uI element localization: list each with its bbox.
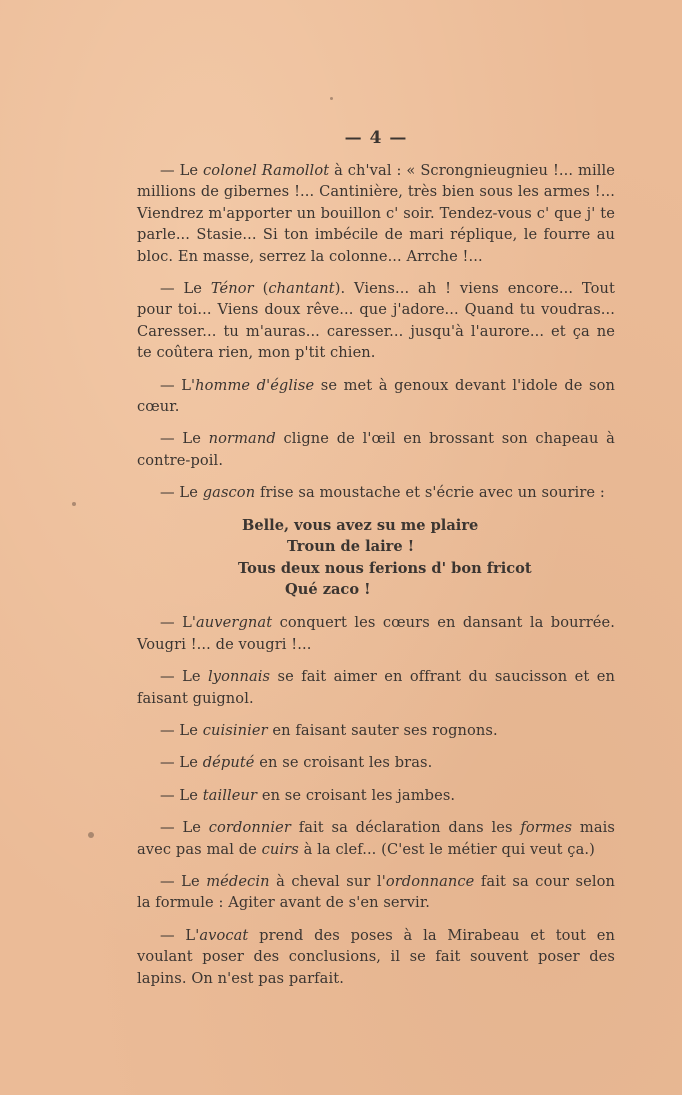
italic-term: colonel Ramollot [203, 162, 330, 179]
italic-term: député [202, 754, 255, 772]
italic-term: gascon [202, 484, 256, 502]
text-segment: se met à genoux devant l'idole de son cœur. [137, 376, 615, 416]
paragraph [137, 925, 615, 989]
paragraph [137, 871, 615, 914]
italic-term: tailleur [202, 786, 258, 804]
paragraph [137, 785, 615, 806]
text-segment: ( [253, 280, 269, 298]
text-segment: en faisant sauter ses rognons. [267, 721, 498, 739]
page-body [137, 128, 615, 1000]
paragraph [137, 817, 615, 860]
text-segment: conquert les cœurs en dansant la bourrée. Vougri !... de vougri !... [137, 614, 615, 653]
paragraph [137, 720, 615, 741]
paragraph [137, 160, 615, 267]
text-segment: — Le [160, 280, 211, 298]
text-segment: — Le [160, 786, 203, 804]
text-segment: à la clef... (C'est le métier qui veut ça.) [298, 840, 595, 858]
italic-term: avocat [199, 926, 249, 944]
text-segment: — Le [160, 819, 209, 837]
italic-term: cuisinier [202, 721, 268, 739]
text-segment: cligne de l'œil en brossant son chapeau à contre-poil. [137, 430, 615, 469]
italic-term: auvergnat [196, 614, 273, 632]
text-segment: — L' [160, 614, 196, 632]
text-segment: — Le [160, 721, 203, 739]
italic-term: normand [208, 430, 276, 448]
paragraph [137, 375, 615, 418]
paragraphs-after-verse [137, 612, 615, 989]
verse-line: Tous deux nous ferions d' bon fricot [238, 559, 532, 577]
paper-speck [330, 97, 333, 100]
paragraph [137, 482, 615, 503]
text-segment: en se croisant les bras. [254, 754, 433, 772]
paragraphs-before-verse [137, 160, 615, 504]
italic-term: médecin [206, 872, 270, 890]
verse-block [137, 515, 615, 601]
text-segment: fait sa déclaration dans les [290, 819, 521, 837]
text-segment: frise sa moustache et s'écrie avec un sourire : [255, 484, 605, 502]
paper-speck [88, 832, 94, 838]
text-segment: ). Viens... ah ! viens encore... Tout pour toi... Viens doux rêve... que j'adore... Quand tu voudras... Caresser... tu m'auras... caresser... jusqu'à l'aurore... et ça ne te coûtera rien, mon p'tit chien. [137, 280, 615, 362]
text-segment: — Le [160, 668, 208, 686]
text-segment: — Le [160, 872, 207, 890]
text-segment: en se croisant les jambes. [257, 786, 456, 804]
paragraph [137, 428, 615, 471]
verse-line: Belle, vous avez su me plaire [242, 516, 479, 534]
italic-term: lyonnais [207, 668, 271, 686]
text-segment: — Le [160, 754, 203, 772]
text-segment: à ch'val : « Scrongnieugnieu !... mille millions de gibernes !... Cantinière, très bien sous les armes !... Viendrez m'apporter un bouillon c' soir. Tendez-vous c' que j' te parle... Stasie... Si ton imbécile de mari réplique, le fourre au bloc. En masse, serrez la colonne... Arrche !... [137, 162, 615, 265]
text-segment: — L' [160, 376, 196, 394]
italic-term: cuirs [261, 840, 299, 858]
italic-term: formes [520, 819, 573, 837]
italic-term: Ténor [210, 280, 254, 298]
paragraph [137, 752, 615, 773]
text-segment: — Le [160, 162, 204, 179]
text-segment: fait sa cour selon la formule : Agiter avant de s'en servir. [137, 872, 615, 912]
text-segment: mais avec pas mal de [137, 819, 616, 858]
page-number: — 4 — [344, 128, 408, 148]
text-segment: prend des poses à la Mirabeau et tout en voulant poser des conclusions, il se fait souvent poser des lapins. On n'est pas parfait. [137, 926, 615, 987]
text-segment: — Le [160, 430, 209, 448]
verse-line: Qué zaco ! [285, 580, 371, 598]
paper-speck [72, 502, 76, 506]
italic-term: homme d'église [195, 376, 315, 394]
verse-line: Troun de laire ! [287, 538, 415, 556]
paragraph [137, 612, 615, 655]
text-segment: — L' [160, 926, 200, 944]
text-segment: se fait aimer en offrant du saucisson et en faisant guignol. [137, 668, 615, 707]
text-segment: à cheval sur l' [269, 872, 386, 890]
paragraph [137, 278, 615, 364]
paragraph [137, 666, 615, 709]
text-segment: — Le [160, 484, 203, 502]
italic-term: chantant [268, 280, 335, 298]
italic-term: cordonnier [208, 819, 291, 837]
italic-term: ordonnance [385, 872, 475, 890]
